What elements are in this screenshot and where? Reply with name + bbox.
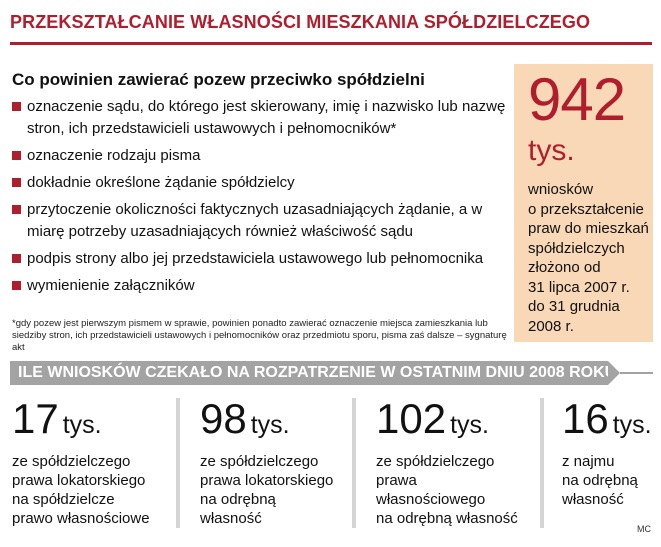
- highlight-line: złożono od: [528, 259, 601, 276]
- stat-description: [200, 452, 333, 528]
- list-item-text: oznaczenie rodzaju pisma: [27, 147, 201, 164]
- stat-block: [562, 396, 652, 509]
- stat-line: własnościowego: [376, 491, 486, 508]
- highlight-description: [528, 180, 650, 336]
- infographic-title: PRZEKSZTAŁCANIE WŁASNOŚCI MIESZKANIA SPÓŁDZIELCZEGO: [10, 12, 591, 32]
- list-item-text: dokładnie określone żądanie spółdzielcy: [27, 174, 295, 191]
- stat-line: prawa lokatorskiego: [12, 472, 146, 489]
- list-item: [12, 145, 512, 167]
- stat-number: [562, 396, 652, 448]
- stat-line: własność: [200, 510, 262, 527]
- section-heading: Co powinien zawierać pozew przeciwko spółdzielni: [12, 70, 425, 89]
- stat-line: z najmu: [562, 453, 615, 470]
- list-item-text: podpis strony albo jej przedstawiciela ustawowego lub pełnomocnika: [27, 250, 484, 267]
- highlight-line: o przekształcenie: [528, 200, 644, 218]
- square-bullet-icon: [12, 254, 21, 263]
- stat-line: prawa: [376, 472, 417, 489]
- stat-unit: tys.: [62, 411, 102, 439]
- square-bullet-icon: [12, 151, 21, 160]
- square-bullet-icon: [12, 281, 21, 290]
- stat-value: 17: [12, 395, 59, 442]
- list-item: [12, 172, 512, 194]
- highlight-stat-box: [514, 64, 653, 342]
- stat-unit: tys.: [450, 411, 489, 439]
- highlight-unit: tys.: [528, 134, 575, 167]
- column-divider: [540, 398, 544, 528]
- list-item: [12, 96, 512, 140]
- stat-line: na odrębną: [200, 491, 276, 508]
- highlight-line: spółdzielczych: [528, 239, 625, 257]
- stat-unit: tys.: [250, 411, 290, 439]
- stat-line: na spółdzielcze: [12, 491, 115, 508]
- banner-text: ILE WNIOSKÓW CZEKAŁO NA ROZPATRZENIE W OSTATNIM DNIU 2008 ROKU: [18, 364, 617, 381]
- stat-line: ze spółdzielczego: [376, 453, 495, 470]
- list-item-text: oznaczenie sądu, do którego jest skierowany, imię i nazwisko lub nazwę stron, ich przedstawicieli ustawowych i pełnomocników*: [27, 98, 506, 137]
- stat-description: [562, 452, 652, 509]
- stat-block: [12, 396, 150, 528]
- stat-line: własność: [562, 491, 624, 508]
- author-credit: MC: [637, 524, 651, 534]
- stat-line: prawo własnościowe: [12, 510, 150, 527]
- highlight-line: do 31 grudnia: [528, 298, 620, 315]
- list-item: [12, 248, 512, 270]
- requirements-list: [12, 96, 512, 297]
- highlight-line: 2008 r.: [528, 317, 574, 335]
- column-divider: [352, 398, 356, 528]
- list-item-text: przytoczenie okoliczności faktycznych uzasadniających żądanie, a w miarę potrzeby uzasadniających również właściwość sądu: [27, 201, 483, 240]
- highlight-line: 31 lipca 2007 r.: [528, 278, 630, 296]
- stat-number: [376, 396, 518, 448]
- stat-number: [200, 396, 333, 448]
- stat-line: prawa lokatorskiego: [200, 472, 334, 489]
- square-bullet-icon: [12, 178, 21, 187]
- stat-line: na odrębną: [562, 472, 638, 489]
- list-item: [12, 199, 512, 243]
- stat-unit: tys.: [612, 411, 652, 439]
- stat-description: [12, 452, 150, 528]
- highlight-line: wniosków: [528, 181, 594, 198]
- stat-value: 98: [200, 395, 247, 442]
- square-bullet-icon: [12, 205, 21, 214]
- square-bullet-icon: [12, 102, 21, 111]
- highlight-line: praw do mieszkań: [528, 220, 649, 237]
- title-underline: [10, 42, 652, 45]
- section-banner: [10, 361, 617, 385]
- banner-rule: [620, 372, 653, 374]
- list-item-text: wymienienie załączników: [27, 277, 195, 294]
- column-divider: [176, 398, 180, 528]
- stat-line: ze spółdzielczego: [200, 453, 319, 470]
- stat-description: [376, 452, 518, 528]
- stat-number: [12, 396, 150, 448]
- highlight-number: 942: [528, 66, 626, 133]
- footnote: *gdy pozew jest pierwszym pismem w sprawie, powinien ponadto zawierać oznaczenie miejsca zamieszkania lub siedziby stron, ich przedstawicieli ustawowych i pełnomocników oraz przedmiotu sporu, pisma zaś dalsze – sygnaturę akt: [12, 318, 507, 353]
- stat-block: [376, 396, 518, 528]
- stat-line: ze spółdzielczego: [12, 453, 131, 470]
- list-item: [12, 275, 512, 297]
- banner-arrow-icon: [608, 361, 620, 385]
- stat-value: 102: [376, 395, 447, 442]
- stat-line: na odrębną własność: [376, 510, 518, 527]
- stat-block: [200, 396, 333, 528]
- stat-value: 16: [562, 395, 609, 442]
